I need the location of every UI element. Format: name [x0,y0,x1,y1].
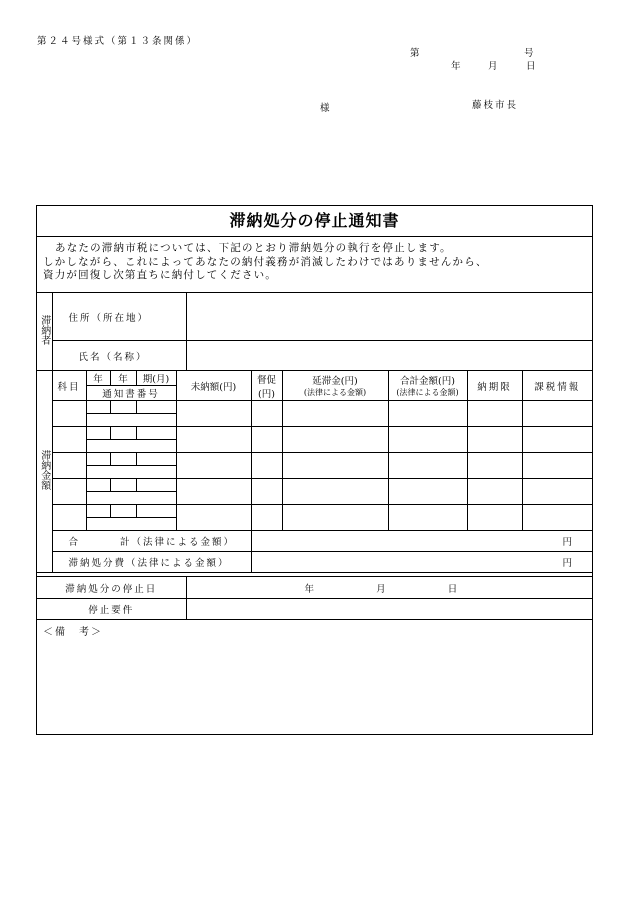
late-fee-header-line2: (法律による金額) [303,388,367,397]
fiscal-year-cell[interactable] [110,479,136,492]
tax-info-header: 課税情報 [522,371,592,401]
dunning-cell[interactable] [251,401,282,427]
stop-date-field[interactable] [186,577,592,599]
stop-date-year: 年 [304,583,315,595]
year-cell[interactable] [86,427,110,440]
stop-table [37,576,592,620]
total-label: 合 計（法律による金額） [52,531,251,552]
dunning-header-line1: 督促 [256,374,276,386]
late-fee-cell[interactable] [282,505,388,531]
intro-text [43,242,588,283]
period-cell[interactable] [136,505,176,518]
period-cell[interactable] [136,427,176,440]
fiscal-year-cell[interactable] [110,427,136,440]
subject-cell[interactable] [52,401,86,427]
late-fee-cell[interactable] [282,479,388,505]
notice-no-cell[interactable] [86,414,176,427]
amounts-table [37,370,592,573]
total-cell[interactable] [388,479,467,505]
unpaid-cell[interactable] [176,479,251,505]
stop-reason-field[interactable] [186,599,592,620]
stop-reason-label: 停止要件 [37,599,186,620]
form-title: 滞納処分の停止通知書 [37,206,592,237]
period-cell[interactable] [136,453,176,466]
address-label: 住所（所在地） [52,293,186,341]
total-unit: 円 [562,537,572,548]
dunning-header-line2: (円) [258,388,275,400]
form-number: 第２４号様式（第１３条関係） [37,36,199,47]
dunning-cell[interactable] [251,505,282,531]
stop-date-day: 日 [447,583,458,595]
total-header [388,371,467,401]
issuer: 藤枝市長 [472,100,519,111]
date-month: 月 [488,61,500,72]
notice-no-cell[interactable] [86,440,176,453]
tax-info-cell[interactable] [522,479,592,505]
late-fee-cell[interactable] [282,427,388,453]
late-fee-cell[interactable] [282,453,388,479]
dunning-cell[interactable] [251,479,282,505]
period-header: 期(月) [136,371,176,386]
table-row [37,401,592,414]
intro-line: あなたの滞納市税については、下記のとおり滞納処分の執行を停止します。 [55,242,452,254]
due-date-cell[interactable] [467,453,522,479]
year-header: 年 [86,371,110,386]
year-cell[interactable] [86,401,110,414]
due-date-cell[interactable] [467,427,522,453]
unpaid-cell[interactable] [176,401,251,427]
total-cell[interactable] [388,401,467,427]
year-cell[interactable] [86,479,110,492]
notice-no-header: 通知書番号 [86,386,176,401]
fiscal-year-cell[interactable] [110,505,136,518]
tax-info-cell[interactable] [522,453,592,479]
year-cell[interactable] [86,505,110,518]
tax-info-cell[interactable] [522,505,592,531]
notice-no-cell[interactable] [86,466,176,479]
remarks-label: ＜備 考＞ [43,627,103,638]
subject-header: 科目 [52,371,86,401]
total-row [37,531,592,552]
due-date-header: 納期限 [467,371,522,401]
fee-label: 滞納処分費（法律による金額） [52,552,251,573]
fee-amount-field[interactable] [251,552,592,573]
taxpayer-table [37,292,592,371]
year-cell[interactable] [86,453,110,466]
notice-form [36,205,593,735]
total-header-line2: (法律による金額) [396,388,459,397]
taxpayer-section-label: 滞納者 [37,293,52,371]
fiscal-year-cell[interactable] [110,401,136,414]
total-cell[interactable] [388,427,467,453]
name-field[interactable] [186,341,592,371]
late-fee-cell[interactable] [282,401,388,427]
due-date-cell[interactable] [467,479,522,505]
doc-number-prefix: 第 [410,48,422,59]
late-fee-header-line1: 延滞金(円) [312,376,358,387]
dunning-header [251,371,282,401]
total-cell[interactable] [388,505,467,531]
address-field[interactable] [186,293,592,341]
doc-number-suffix: 号 [524,48,536,59]
date-day: 日 [526,61,538,72]
unpaid-cell[interactable] [176,427,251,453]
total-cell[interactable] [388,453,467,479]
subject-cell[interactable] [52,453,86,479]
period-cell[interactable] [136,401,176,414]
unpaid-cell[interactable] [176,505,251,531]
amounts-section-label: 滞納金額 [37,371,52,573]
notice-no-cell[interactable] [86,492,176,505]
late-fee-header [282,371,388,401]
notice-no-cell[interactable] [86,518,176,531]
stop-date-label: 滞納処分の停止日 [37,577,186,599]
table-row [37,453,592,466]
addressee-honorific: 様 [320,103,332,114]
stop-date-month: 月 [376,583,386,595]
name-label: 氏名（名称） [52,341,186,371]
table-row [37,505,592,518]
due-date-cell[interactable] [467,505,522,531]
subject-cell[interactable] [52,427,86,453]
unpaid-header: 未納額(円) [176,371,251,401]
dunning-cell[interactable] [251,427,282,453]
subject-cell[interactable] [52,505,86,531]
total-amount-field[interactable] [251,531,592,552]
period-cell[interactable] [136,479,176,492]
intro-line: 資力が回復し次第直ちに納付してください。 [43,269,277,281]
table-row [37,479,592,492]
unpaid-cell[interactable] [176,453,251,479]
due-date-cell[interactable] [467,401,522,427]
total-header-line1: 合計金額(円) [400,376,455,387]
fiscal-year-cell[interactable] [110,453,136,466]
tax-info-cell[interactable] [522,427,592,453]
intro-line: しかしながら、これによってあなたの納付義務が消滅したわけではありませんから、 [43,255,488,268]
fiscal-year-header: 年 [110,371,136,386]
tax-info-cell[interactable] [522,401,592,427]
subject-cell[interactable] [52,479,86,505]
dunning-cell[interactable] [251,453,282,479]
fee-row [37,552,592,573]
table-row [37,427,592,440]
fee-unit: 円 [562,558,572,569]
date-year: 年 [451,61,463,72]
